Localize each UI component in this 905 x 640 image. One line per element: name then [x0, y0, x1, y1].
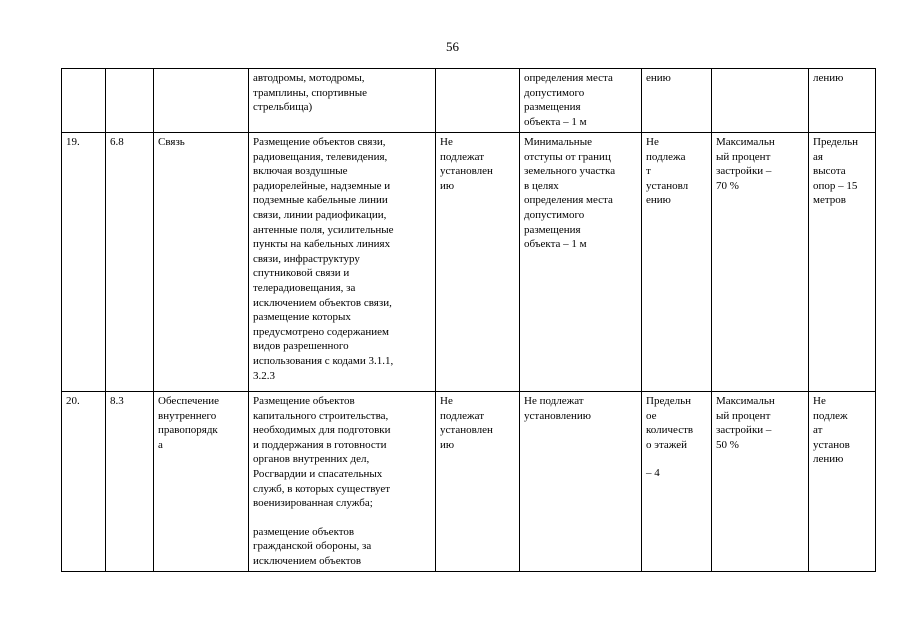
row-column-5: Не подлежат установлен ию [436, 133, 520, 392]
row-setbacks: Не подлежат установлению [520, 392, 642, 572]
row-code [106, 69, 154, 133]
table-row [62, 133, 876, 392]
row-column-5 [436, 69, 520, 133]
row-description: Размещение объектов капитального строительства, необходимых для подготовки и поддержания в готовности органов внутренних дел, Росгвардии и спасательных служб, в которых существует военизированная служба; размещение объектов гражданской обороны, за исключением объектов [249, 392, 436, 572]
row-setbacks: определения места допустимого размещения объекта – 1 м [520, 69, 642, 133]
row-description: автодромы, мотодромы, трамплины, спортивные стрельбища) [249, 69, 436, 133]
row-coverage: Максимальн ый процент застройки – 50 % [712, 392, 809, 572]
row-coverage: Максимальн ый процент застройки – 70 % [712, 133, 809, 392]
table-row [62, 392, 876, 572]
row-use-name [154, 69, 249, 133]
row-floors: Не подлежа т установл ению [642, 133, 712, 392]
row-number: 19. [62, 133, 106, 392]
row-code: 8.3 [106, 392, 154, 572]
zoning-table [61, 68, 876, 572]
row-code: 6.8 [106, 133, 154, 392]
row-use-name: Связь [154, 133, 249, 392]
row-other-limits: Предельн ая высота опор – 15 метров [809, 133, 876, 392]
row-setbacks: Минимальные отступы от границ земельного участка в целях определения места допустимого размещения объекта – 1 м [520, 133, 642, 392]
row-floors: ению [642, 69, 712, 133]
row-number [62, 69, 106, 133]
row-column-5: Не подлежат установлен ию [436, 392, 520, 572]
row-number: 20. [62, 392, 106, 572]
row-floors: Предельн ое количеств о этажей – 4 [642, 392, 712, 572]
row-coverage [712, 69, 809, 133]
page-number: 56 [446, 39, 459, 54]
row-other-limits: Не подлеж ат установ лению [809, 392, 876, 572]
table-row [62, 69, 876, 133]
row-other-limits: лению [809, 69, 876, 133]
row-use-name: Обеспечение внутреннего правопорядк а [154, 392, 249, 572]
row-description: Размещение объектов связи, радиовещания, телевидения, включая воздушные радиорелейные, надземные и подземные кабельные линии связи, линии радиофикации, антенные поля, усилительные пункты на кабельных линиях связи, инфраструктуру спутниковой связи и телерадиовещания, за исключением объектов связи, размещение которых предусмотрено содержанием видов разрешенного использования с кодами 3.1.1, 3.2.3 [249, 133, 436, 392]
